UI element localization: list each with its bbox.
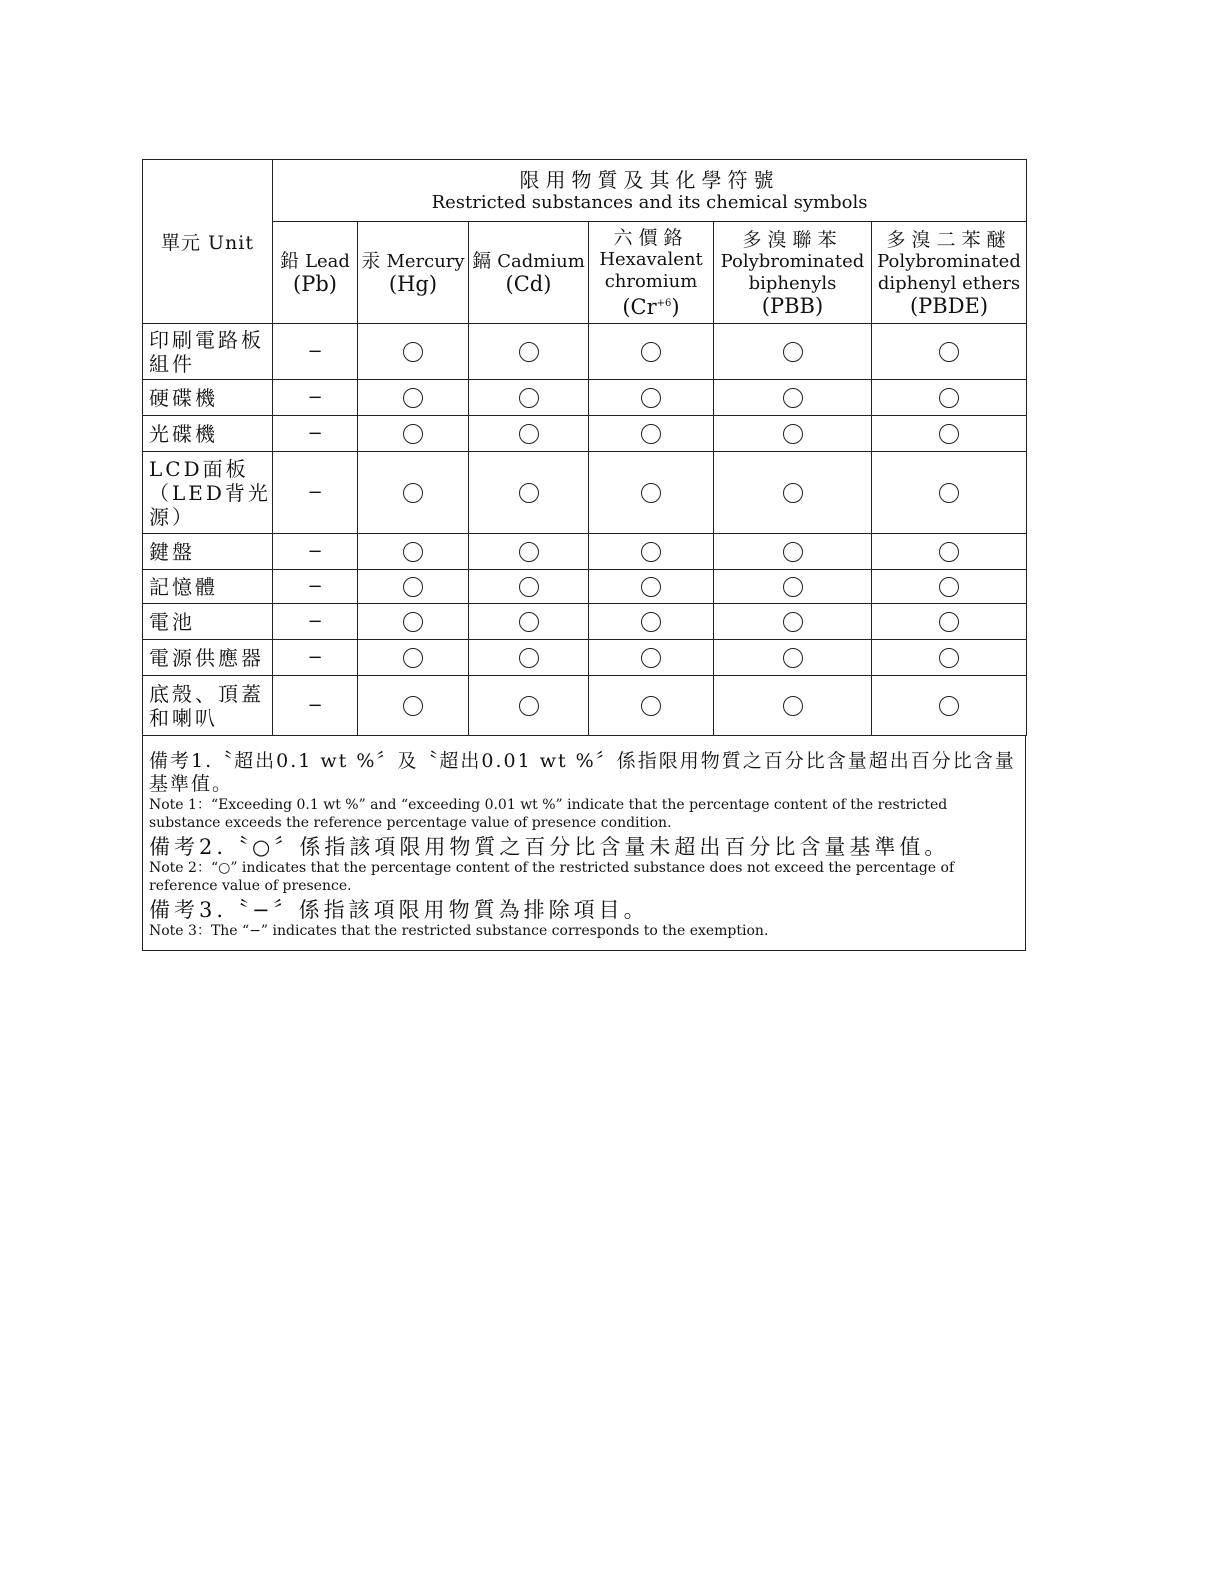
dash-mark: − xyxy=(273,676,358,736)
cell xyxy=(358,416,469,452)
unit-header: 單元 Unit xyxy=(143,160,273,324)
circle-icon xyxy=(519,483,539,503)
table-row xyxy=(143,416,1027,452)
dash-mark: − xyxy=(273,380,358,416)
note-3-zh: 備考3.〝−〞係指該項限用物質為排除項目。 xyxy=(149,898,649,922)
circle-icon xyxy=(403,612,423,632)
row-unit-label: 光碟機 xyxy=(143,416,273,452)
cell xyxy=(358,534,469,570)
table-row xyxy=(143,534,1027,570)
dash-mark: − xyxy=(273,324,358,380)
circle-icon xyxy=(641,696,661,716)
row-unit-label: 記憶體 xyxy=(143,570,273,604)
cell xyxy=(358,570,469,604)
cell xyxy=(358,324,469,380)
circle-icon xyxy=(939,388,959,408)
col-hexavalent-chromium: 六價鉻 Hexavalent chromium $(Cr^{+6})$ xyxy=(589,222,714,324)
group-title-en: Restricted substances and its chemical symbols xyxy=(431,191,868,213)
cell xyxy=(872,324,1027,380)
circle-icon xyxy=(783,388,803,408)
circle-icon xyxy=(403,342,423,362)
circle-icon xyxy=(641,424,661,444)
cell xyxy=(589,640,714,676)
table-row xyxy=(143,676,1027,736)
cell xyxy=(358,604,469,640)
cell xyxy=(872,570,1027,604)
cell xyxy=(469,452,589,534)
circle-icon xyxy=(641,542,661,562)
note-1-en: Note 1：“Exceeding 0.1 wt %” and “exceeding 0.01 wt %” indicate that the percentage content of the restricted substance exceeds the reference percentage value of presence condition. xyxy=(149,797,948,831)
circle-icon xyxy=(783,648,803,668)
dash-mark: − xyxy=(273,640,358,676)
cell xyxy=(358,676,469,736)
cell xyxy=(358,380,469,416)
cell xyxy=(469,570,589,604)
table-row xyxy=(143,380,1027,416)
row-unit-label: 底殼、頂蓋和喇叭 xyxy=(143,676,273,736)
cell xyxy=(714,604,872,640)
circle-icon xyxy=(641,577,661,597)
cell xyxy=(589,604,714,640)
row-unit-label: 電池 xyxy=(143,604,273,640)
cell xyxy=(589,676,714,736)
cell xyxy=(872,452,1027,534)
table-row xyxy=(143,570,1027,604)
dash-mark: − xyxy=(273,452,358,534)
circle-icon xyxy=(403,696,423,716)
table-row xyxy=(143,604,1027,640)
cell xyxy=(714,640,872,676)
circle-icon xyxy=(939,696,959,716)
cell xyxy=(714,676,872,736)
circle-icon xyxy=(519,648,539,668)
circle-icon xyxy=(641,648,661,668)
circle-icon xyxy=(783,696,803,716)
cell xyxy=(714,570,872,604)
circle-icon xyxy=(403,424,423,444)
circle-icon xyxy=(783,612,803,632)
circle-icon xyxy=(783,424,803,444)
cell xyxy=(589,416,714,452)
cell xyxy=(469,380,589,416)
cell xyxy=(469,416,589,452)
cell xyxy=(872,380,1027,416)
circle-icon xyxy=(939,648,959,668)
substances-group-header xyxy=(273,160,1027,222)
cell xyxy=(589,324,714,380)
table-row xyxy=(143,324,1027,380)
cell xyxy=(872,534,1027,570)
row-unit-label: LCD面板（LED背光源） xyxy=(143,452,273,534)
cell xyxy=(872,676,1027,736)
cell xyxy=(714,380,872,416)
note-1-zh: 備考1.〝超出0.1 wt %〞及〝超出0.01 wt %〞係指限用物質之百分比含量超出百分比含量基準值。 xyxy=(149,750,1016,795)
circle-icon xyxy=(403,388,423,408)
dash-mark: − xyxy=(273,570,358,604)
cell xyxy=(872,416,1027,452)
circle-icon xyxy=(519,424,539,444)
col-pbde: 多溴二苯醚 Polybrominated diphenyl ethers (PBDE) xyxy=(872,222,1027,324)
notes-section xyxy=(142,736,1026,951)
note-2-zh: 備考2.〝○〞係指該項限用物質之百分比含量未超出百分比含量基準值。 xyxy=(149,835,950,859)
circle-icon xyxy=(403,483,423,503)
cell xyxy=(358,452,469,534)
circle-icon xyxy=(939,542,959,562)
circle-icon xyxy=(519,388,539,408)
note-3-en: Note 3：The “−” indicates that the restricted substance corresponds to the exemption. xyxy=(149,923,769,939)
circle-icon xyxy=(519,612,539,632)
cell xyxy=(589,570,714,604)
circle-icon xyxy=(783,342,803,362)
circle-icon xyxy=(783,483,803,503)
circle-icon xyxy=(783,542,803,562)
circle-icon xyxy=(939,612,959,632)
dash-mark: − xyxy=(273,534,358,570)
circle-icon xyxy=(519,577,539,597)
cell xyxy=(872,640,1027,676)
cell xyxy=(714,416,872,452)
dash-mark: − xyxy=(273,604,358,640)
circle-icon xyxy=(641,483,661,503)
circle-icon xyxy=(641,388,661,408)
note-2-en: Note 2：“○” indicates that the percentage content of the restricted substance does not exceed the percentage of reference value of presence. xyxy=(149,860,955,894)
row-unit-label: 印刷電路板組件 xyxy=(143,324,273,380)
circle-icon xyxy=(641,342,661,362)
circle-icon xyxy=(403,648,423,668)
cell xyxy=(469,324,589,380)
table-row xyxy=(143,452,1027,534)
circle-icon xyxy=(403,577,423,597)
col-mercury: 汞Mercury (Hg) xyxy=(358,222,469,324)
group-title-zh: 限用物質及其化學符號 xyxy=(519,167,780,192)
circle-icon xyxy=(939,577,959,597)
circle-icon xyxy=(939,342,959,362)
circle-icon xyxy=(783,577,803,597)
col-pbb: 多溴聯苯 Polybrominated biphenyls (PBB) xyxy=(714,222,872,324)
cell xyxy=(589,534,714,570)
circle-icon xyxy=(403,542,423,562)
rohs-declaration xyxy=(142,159,1026,951)
col-cadmium: 鎘Cadmium (Cd) xyxy=(469,222,589,324)
cell xyxy=(469,640,589,676)
cell xyxy=(589,452,714,534)
circle-icon xyxy=(641,612,661,632)
cell xyxy=(714,324,872,380)
row-unit-label: 鍵盤 xyxy=(143,534,273,570)
cell xyxy=(469,676,589,736)
circle-icon xyxy=(519,696,539,716)
cell xyxy=(589,380,714,416)
circle-icon xyxy=(939,483,959,503)
circle-icon xyxy=(519,542,539,562)
cell xyxy=(469,604,589,640)
circle-icon xyxy=(519,342,539,362)
restricted-substances-table xyxy=(142,159,1027,736)
cell xyxy=(714,452,872,534)
cell xyxy=(872,604,1027,640)
table-row xyxy=(143,640,1027,676)
circle-icon xyxy=(939,424,959,444)
dash-mark: − xyxy=(273,416,358,452)
cell xyxy=(358,640,469,676)
cell xyxy=(714,534,872,570)
col-lead: 鉛Lead (Pb) xyxy=(273,222,358,324)
cell xyxy=(469,534,589,570)
row-unit-label: 硬碟機 xyxy=(143,380,273,416)
row-unit-label: 電源供應器 xyxy=(143,640,273,676)
